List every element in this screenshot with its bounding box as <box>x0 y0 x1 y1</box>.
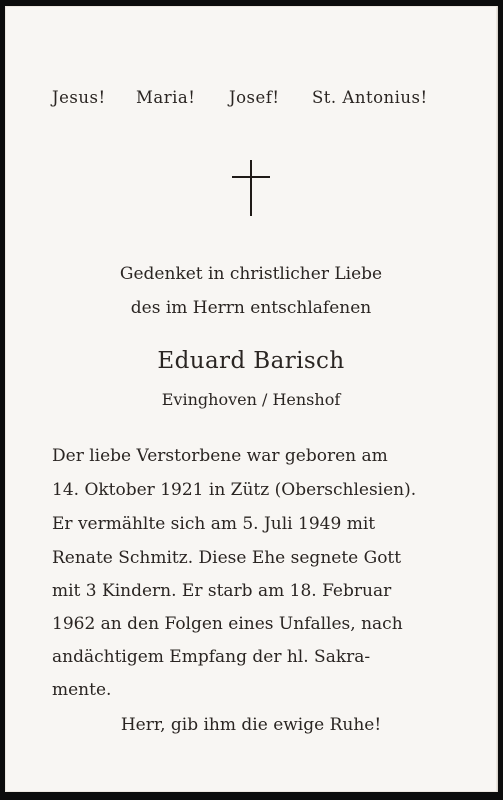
deceased-name: Eduard Barisch <box>157 348 345 374</box>
intro-line-1: Gedenket in christlicher Liebe <box>119 264 383 284</box>
biography-line: andächtigem Empfang der hl. Sakra- <box>52 647 371 667</box>
biography-line: mit 3 Kindern. Er starb am 18. Februar <box>52 581 392 601</box>
invocation-josef: Josef! <box>229 88 280 107</box>
biography-line: Renate Schmitz. Diese Ehe segnete Gott <box>52 548 402 568</box>
biography-line: 14. Oktober 1921 in Zütz (Oberschlesien). <box>52 480 417 500</box>
closing-prayer: Herr, gib ihm die ewige Ruhe! <box>120 715 382 735</box>
biography-line: Der liebe Verstorbene war geboren am <box>52 446 388 466</box>
biography-line: mente. <box>52 680 112 700</box>
deceased-place: Evinghoven / Henshof <box>161 390 341 409</box>
biography-line: 1962 an den Folgen eines Unfalles, nach <box>52 614 403 634</box>
invocation-maria: Maria! <box>136 88 196 107</box>
memorial-card <box>5 6 498 792</box>
invocation-jesus: Jesus! <box>52 88 106 107</box>
invocation-st-antonius: St. Antonius! <box>312 88 428 107</box>
biography-line: Er vermählte sich am 5. Juli 1949 mit <box>52 514 376 534</box>
intro-line-2: des im Herrn entschlafenen <box>130 298 372 318</box>
cross-icon <box>232 160 270 216</box>
